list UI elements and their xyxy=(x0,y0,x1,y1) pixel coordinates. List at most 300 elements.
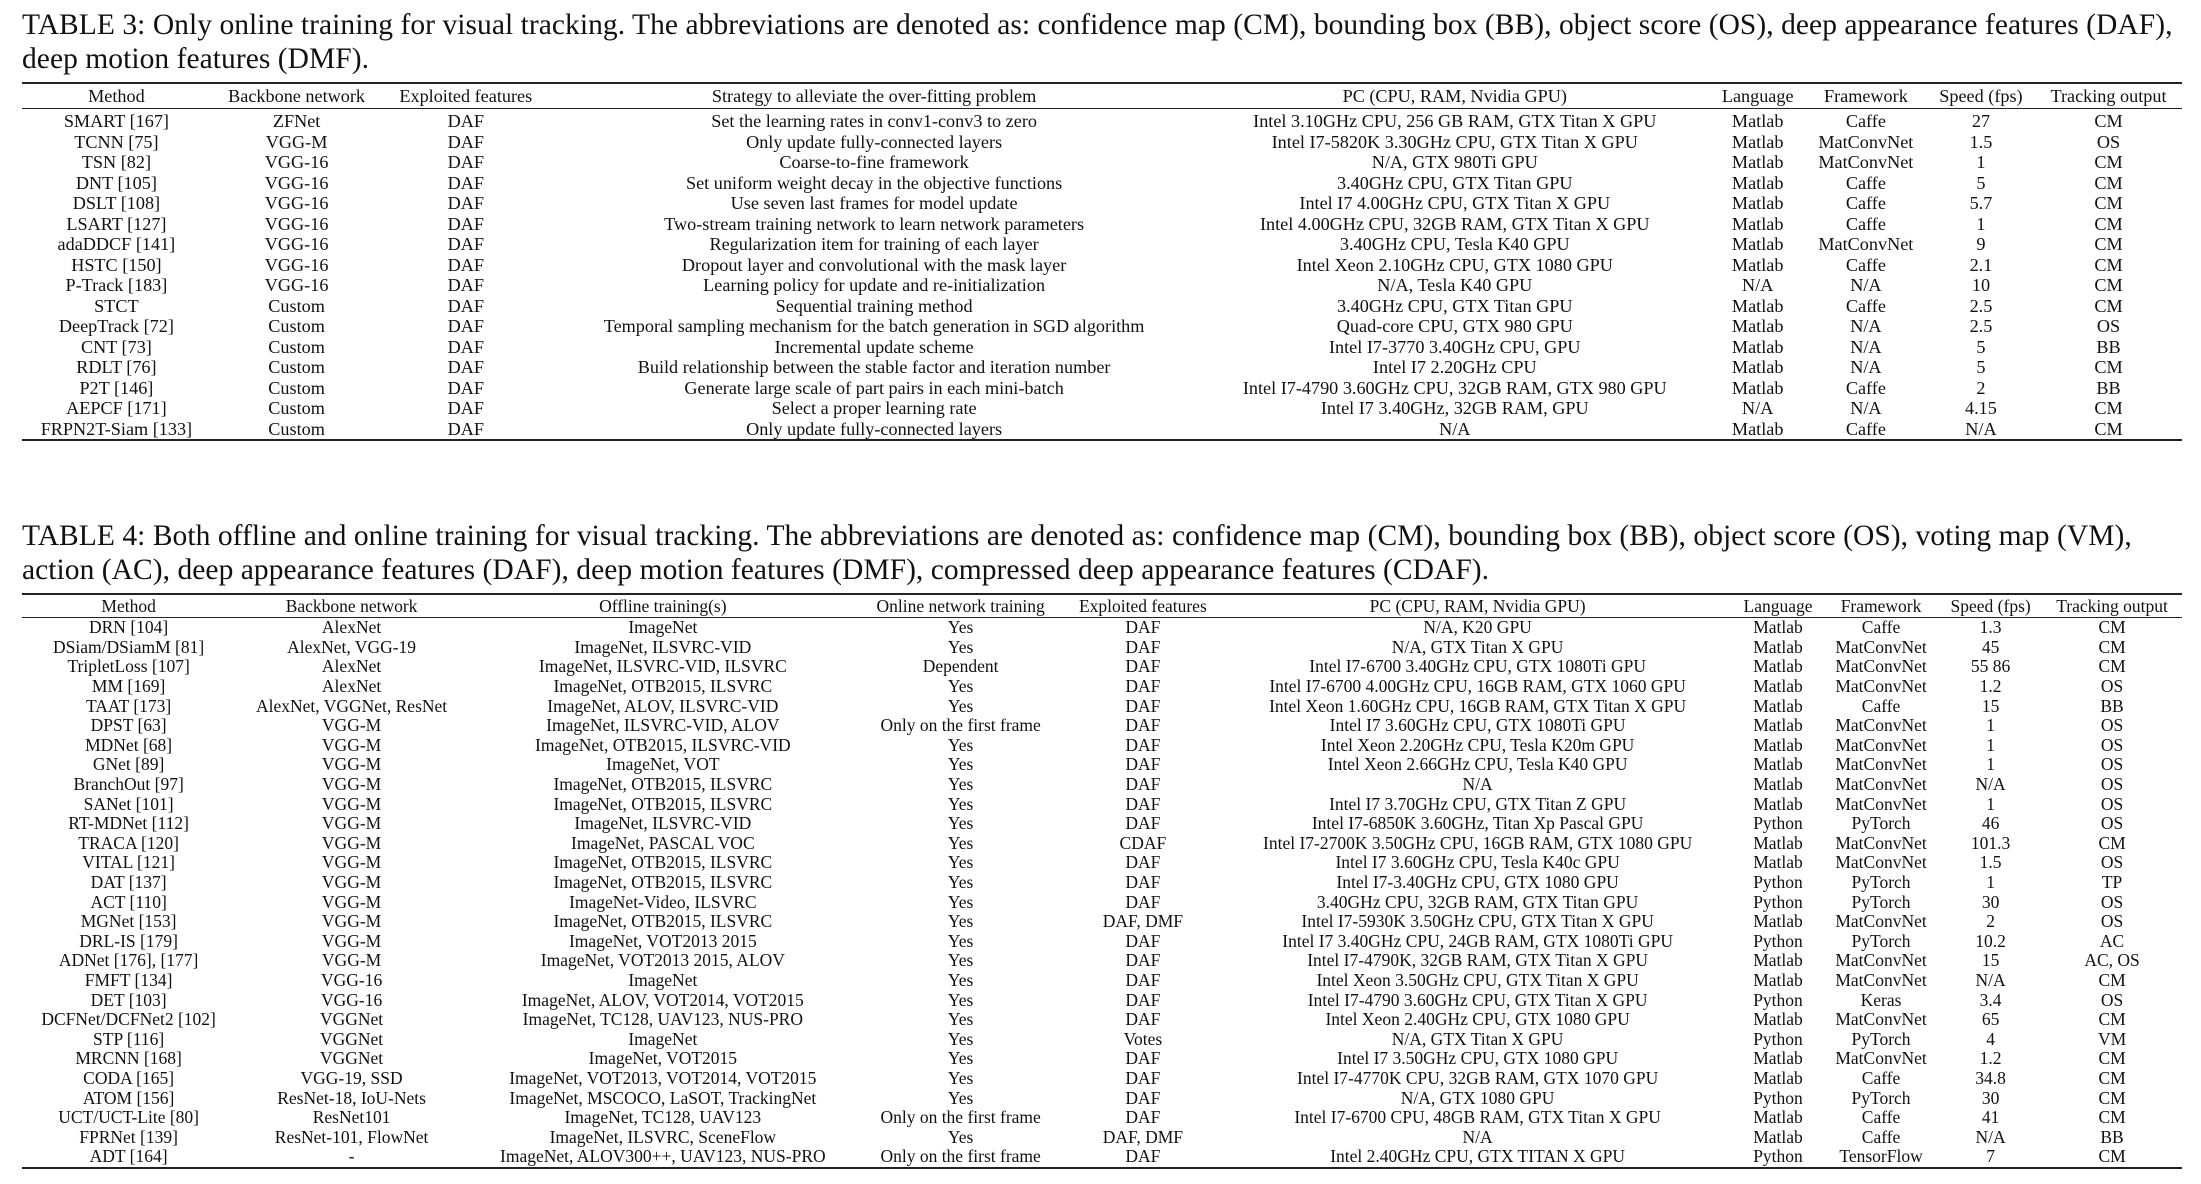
table4-column-header: Framework xyxy=(1823,594,1939,618)
table3-column-header: Framework xyxy=(1805,83,1927,109)
table3-cell: 3.40GHz CPU, GTX Titan GPU xyxy=(1337,295,1573,316)
table4-cell: ImageNet, ALOV300++, UAV123, NUS-PRO xyxy=(500,1146,826,1167)
table4-cell: CM xyxy=(2098,656,2126,677)
table4-cell: Matlab xyxy=(1753,911,1803,932)
table3-cell: Only update fully-connected layers xyxy=(746,418,1003,439)
table4-row xyxy=(22,677,2182,697)
table3-cell: VGG-16 xyxy=(264,152,329,173)
table4-cell: DAF xyxy=(1125,1146,1161,1167)
table3-row xyxy=(22,419,2182,441)
table4-cell: Intel Xeon 2.40GHz CPU, GTX 1080 GPU xyxy=(1325,1009,1630,1030)
table4-row xyxy=(22,1010,2182,1030)
table4-cell: Matlab xyxy=(1753,793,1803,814)
table4-cell: BB xyxy=(2100,695,2124,716)
table4-cell: Yes xyxy=(947,793,974,814)
table4-cell: VGG-M xyxy=(321,813,382,834)
table3-cell: Coarse-to-fine framework xyxy=(779,152,969,173)
table4-cell: Votes xyxy=(1123,1028,1163,1049)
table4-cell: 10.2 xyxy=(1975,930,2006,951)
table4-cell: DAF, DMF xyxy=(1102,1126,1184,1147)
table3-cell: 2.5 xyxy=(1969,316,1993,337)
table4-cell: ImageNet-Video, ILSVRC xyxy=(569,891,757,912)
table4-cell: VGG-16 xyxy=(320,989,383,1010)
table4-cell: CDAF xyxy=(1119,832,1167,853)
table4-cell: DSiam/DSiamM [81] xyxy=(53,636,205,657)
table4-cell: CODA [165] xyxy=(83,1067,175,1088)
table4-cell: Yes xyxy=(947,989,974,1010)
table4-cell: MatConvNet xyxy=(1835,1048,1927,1069)
table4-cell: ImageNet, TC128, UAV123 xyxy=(564,1107,762,1128)
table4-cell: Intel I7-6850K 3.60GHz, Titan Xp Pascal GPU xyxy=(1311,813,1644,834)
table3-cell: N/A xyxy=(1850,336,1882,357)
table4-cell: Only on the first frame xyxy=(880,1107,1041,1128)
table3-cell: DSLT [108] xyxy=(72,193,161,214)
table3-cell: VGG-16 xyxy=(264,213,329,234)
table4-row xyxy=(22,971,2182,991)
table4-cell: 1.2 xyxy=(1979,676,2002,697)
table4-cell: STP [116] xyxy=(93,1028,165,1049)
table3-header-row xyxy=(22,83,2182,109)
table4-cell: Python xyxy=(1753,1087,1803,1108)
table4-cell: CM xyxy=(2098,1107,2126,1128)
table3-cell: Learning policy for update and re-initialization xyxy=(703,275,1046,296)
table4-cell: AC, OS xyxy=(2084,950,2140,971)
table4-cell: VGG-M xyxy=(321,872,382,893)
table4-cell: CM xyxy=(2098,1009,2126,1030)
table4-cell: Yes xyxy=(947,852,974,873)
table4-cell: ImageNet, OTB2015, ILSVRC-VID xyxy=(535,734,791,755)
table4-cell: TP xyxy=(2101,872,2123,893)
table4-cell: UCT/UCT-Lite [80] xyxy=(58,1107,200,1128)
table4-cell: ADNet [176], [177] xyxy=(58,950,199,971)
table4-cell: Yes xyxy=(947,813,974,834)
table4-cell: MatConvNet xyxy=(1835,715,1927,736)
table4-cell: OS xyxy=(2100,891,2124,912)
table4-cell: MatConvNet xyxy=(1835,969,1927,990)
table4-cell: AlexNet xyxy=(321,656,382,677)
table4-cell: Intel I7 3.60GHz CPU, GTX 1080Ti GPU xyxy=(1329,715,1626,736)
table4-cell: RT-MDNet [112] xyxy=(68,813,189,834)
table3-column-header: Strategy to alleviate the over-fitting problem xyxy=(549,83,1199,109)
table4-cell: MatConvNet xyxy=(1835,656,1927,677)
table3-cell: Matlab xyxy=(1731,234,1784,255)
table3-cell: Intel I7 2.20GHz CPU xyxy=(1372,357,1537,378)
table4-cell: N/A xyxy=(1975,969,2006,990)
table3-cell: 2 xyxy=(1976,377,1986,398)
table4-cell: DAF xyxy=(1125,872,1161,893)
table4-cell: DAF xyxy=(1125,1048,1161,1069)
table4-cell: AlexNet, VGG-19 xyxy=(287,636,417,657)
table3-column-header: PC (CPU, RAM, Nvidia GPU) xyxy=(1199,83,1710,109)
table4-cell: 3.4 xyxy=(1979,989,2002,1010)
table4-cell: BB xyxy=(2100,1126,2124,1147)
table4-cell: Matlab xyxy=(1753,774,1803,795)
table4-cell: ResNet-101, FlowNet xyxy=(274,1126,429,1147)
table4-cell: N/A xyxy=(1462,1126,1493,1147)
table4-cell: Caffe xyxy=(1861,1107,1901,1128)
table3-cell: N/A xyxy=(1742,398,1774,419)
table3-cell: Custom xyxy=(268,336,325,357)
table3-cell: Intel I7-5820K 3.30GHz CPU, GTX Titan X GPU xyxy=(1271,131,1638,152)
table4-cell: TripletLoss [107] xyxy=(67,656,190,677)
table4-cell: DAF xyxy=(1125,930,1161,951)
table4-cell: SANet [101] xyxy=(83,793,174,814)
table4-cell: DAF xyxy=(1125,617,1161,638)
table4-row xyxy=(22,892,2182,912)
table4-cell: DAF xyxy=(1125,969,1161,990)
table4-cell: ImageNet, MSCOCO, LaSOT, TrackingNet xyxy=(509,1087,817,1108)
table3-column-header: Language xyxy=(1711,83,1805,109)
table4-cell: ResNet-18, IoU-Nets xyxy=(277,1087,426,1108)
table4-cell: Caffe xyxy=(1861,617,1901,638)
table3-cell: FRPN2T-Siam [133] xyxy=(40,418,193,439)
table4-cell: Intel I7-2700K 3.50GHz CPU, 16GB RAM, GTX 1080 GPU xyxy=(1263,832,1693,853)
table3-row xyxy=(22,357,2182,378)
table4-cell: Yes xyxy=(947,950,974,971)
table4-cell: 1 xyxy=(1986,754,1995,775)
table4-cell: ImageNet, ILSVRC-VID xyxy=(574,636,752,657)
table4-cell: Yes xyxy=(947,832,974,853)
table3-cell: DAF xyxy=(447,152,484,173)
table3-cell: DeepTrack [72] xyxy=(58,316,174,337)
table4-cell: Matlab xyxy=(1753,1126,1803,1147)
table4-row xyxy=(22,951,2182,971)
table3 xyxy=(22,82,2182,441)
table4-cell: ImageNet, ALOV, ILSVRC-VID xyxy=(547,695,779,716)
table4-column-header: Speed (fps) xyxy=(1939,594,2042,618)
table3-cell: Matlab xyxy=(1731,111,1784,132)
table3-cell: Caffe xyxy=(1845,254,1886,275)
table4-cell: TRACA [120] xyxy=(78,832,179,853)
table3-row xyxy=(22,193,2182,214)
table4-cell: VGG-16 xyxy=(320,969,383,990)
table4-cell: TensorFlow xyxy=(1839,1146,1923,1167)
table3-cell: 1.5 xyxy=(1969,131,1993,152)
table3-cell: DAF xyxy=(447,131,484,152)
table4-cell: AC xyxy=(2099,930,2125,951)
table4-row xyxy=(22,834,2182,854)
table4-cell: 3.40GHz CPU, 32GB RAM, GTX Titan GPU xyxy=(1316,891,1639,912)
table3-cell: VGG-16 xyxy=(264,275,329,296)
table4-cell: MatConvNet xyxy=(1835,636,1927,657)
table4-cell: Intel I7-4790 3.60GHz CPU, GTX Titan X GPU xyxy=(1307,989,1648,1010)
table4-cell: VGG-M xyxy=(321,832,382,853)
table3-row xyxy=(22,255,2182,276)
table4-column-header: PC (CPU, RAM, Nvidia GPU) xyxy=(1222,594,1733,618)
table4-cell: 1 xyxy=(1986,793,1995,814)
table4-cell: DAF xyxy=(1125,950,1161,971)
table3-cell: TSN [82] xyxy=(81,152,152,173)
table4-cell: VGG-19, SSD xyxy=(300,1067,403,1088)
table4-cell: Intel I7-6700 4.00GHz CPU, 16GB RAM, GTX 1060 GPU xyxy=(1269,676,1686,697)
table4-cell: ImageNet, VOT2013 2015 xyxy=(568,930,757,951)
table4-cell: CM xyxy=(2098,1146,2126,1167)
table3-cell: RDLT [76] xyxy=(76,357,157,378)
table4-cell: Matlab xyxy=(1753,832,1803,853)
table4-cell: ImageNet, PASCAL VOC xyxy=(571,832,755,853)
table3-cell: CM xyxy=(2094,152,2123,173)
table4-row xyxy=(22,814,2182,834)
table4-cell: MatConvNet xyxy=(1835,793,1927,814)
table3-cell: Matlab xyxy=(1731,295,1784,316)
table4-column-header: Offline training(s) xyxy=(468,594,858,618)
table3-cell: Matlab xyxy=(1731,193,1784,214)
table3-cell: DAF xyxy=(447,357,484,378)
table4-cell: 4 xyxy=(1986,1028,1995,1049)
table4-cell: Matlab xyxy=(1753,852,1803,873)
table3-row xyxy=(22,132,2182,153)
table3-cell: Sequential training method xyxy=(775,295,973,316)
table3-cell: DAF xyxy=(447,254,484,275)
table3-cell: Intel 3.10GHz CPU, 256 GB RAM, GTX Titan X GPU xyxy=(1253,111,1657,132)
table4-cell: Intel Xeon 3.50GHz CPU, GTX Titan X GPU xyxy=(1316,969,1639,990)
table4-cell: AlexNet xyxy=(321,617,382,638)
table3-cell: DAF xyxy=(447,377,484,398)
table4-cell: CM xyxy=(2098,1067,2126,1088)
table4-cell: Yes xyxy=(947,676,974,697)
table3-cell: Caffe xyxy=(1845,295,1886,316)
table3-cell: CM xyxy=(2094,193,2123,214)
table4-cell: CM xyxy=(2098,969,2126,990)
table4-cell: DAF xyxy=(1125,715,1161,736)
table4-cell: 2 xyxy=(1986,911,1995,932)
table4-cell: N/A, GTX 1080 GPU xyxy=(1400,1087,1555,1108)
table4-cell: Python xyxy=(1753,989,1803,1010)
table3-cell: SMART [167] xyxy=(63,111,169,132)
table4-cell: VGGNet xyxy=(319,1028,384,1049)
table4-cell: N/A xyxy=(1462,774,1493,795)
table4-cell: Yes xyxy=(947,1067,974,1088)
table4-cell: N/A, K20 GPU xyxy=(1423,617,1532,638)
table4-cell: Caffe xyxy=(1861,1067,1901,1088)
table4-cell: Python xyxy=(1753,891,1803,912)
table4-cell: AlexNet, VGGNet, ResNet xyxy=(255,695,448,716)
table3-cell: N/A xyxy=(1439,418,1471,439)
table4-cell: Caffe xyxy=(1861,1126,1901,1147)
table3-cell: Custom xyxy=(268,418,325,439)
table3-cell: 9 xyxy=(1976,234,1986,255)
table4-row xyxy=(22,1029,2182,1049)
table3-cell: DAF xyxy=(447,316,484,337)
table4-cell: GNet [89] xyxy=(92,754,165,775)
table4-row xyxy=(22,736,2182,756)
table3-cell: 10 xyxy=(1971,275,1991,296)
table3-cell: Custom xyxy=(268,377,325,398)
table4-cell: Only on the first frame xyxy=(880,1146,1041,1167)
table4-cell: Only on the first frame xyxy=(880,715,1041,736)
table3-cell: Generate large scale of part pairs in each mini-batch xyxy=(684,377,1064,398)
table3-cell: CM xyxy=(2094,357,2123,378)
table3-cell: Intel Xeon 2.10GHz CPU, GTX 1080 GPU xyxy=(1296,254,1613,275)
table4-cell: 1 xyxy=(1986,715,1995,736)
table3-cell: Matlab xyxy=(1731,213,1784,234)
table3-cell: CM xyxy=(2094,275,2123,296)
table4-cell: Intel I7-3.40GHz CPU, GTX 1080 GPU xyxy=(1336,872,1619,893)
table4-cell: 15 xyxy=(1981,950,2000,971)
table3-cell: Caffe xyxy=(1845,172,1886,193)
table4-cell: 55 86 xyxy=(1970,656,2011,677)
table4-cell: MatConvNet xyxy=(1835,832,1927,853)
table4 xyxy=(22,593,2182,1169)
table4-cell: VGGNet xyxy=(319,1048,384,1069)
table4-column-header: Exploited features xyxy=(1064,594,1223,618)
table3-cell: Custom xyxy=(268,295,325,316)
table4-row xyxy=(22,638,2182,658)
table4-cell: 101.3 xyxy=(1970,832,2011,853)
table4-cell: 30 xyxy=(1981,891,2000,912)
table4-cell: ImageNet, VOT2015 xyxy=(588,1048,738,1069)
table3-row xyxy=(22,398,2182,419)
table4-cell: OS xyxy=(2100,754,2124,775)
table4-cell: ImageNet, ALOV, VOT2014, VOT2015 xyxy=(521,989,804,1010)
table4-cell: Dependent xyxy=(922,656,999,677)
table3-cell: N/A, GTX 980Ti GPU xyxy=(1371,152,1538,173)
table4-cell: MatConvNet xyxy=(1835,754,1927,775)
table4-row xyxy=(22,990,2182,1010)
table4-cell: MatConvNet xyxy=(1835,774,1927,795)
table3-cell: CM xyxy=(2094,172,2123,193)
table3-body xyxy=(22,109,2182,441)
table3-cell: Quad-core CPU, GTX 980 GPU xyxy=(1336,316,1573,337)
table4-cell: OS xyxy=(2100,813,2124,834)
table4-cell: Matlab xyxy=(1753,695,1803,716)
table4-cell: Matlab xyxy=(1753,1067,1803,1088)
table3-cell: Matlab xyxy=(1731,152,1784,173)
table3-cell: Build relationship between the stable factor and iteration number xyxy=(637,357,1111,378)
table4-row xyxy=(22,696,2182,716)
table4-cell: DAF xyxy=(1125,695,1161,716)
table4-cell: PyTorch xyxy=(1851,1028,1911,1049)
table3-cell: Custom xyxy=(268,316,325,337)
table4-cell: Yes xyxy=(947,754,974,775)
table4-cell: 46 xyxy=(1981,813,2000,834)
table4-cell: CM xyxy=(2098,1087,2126,1108)
table4-cell: DAF xyxy=(1125,793,1161,814)
table4-cell: Yes xyxy=(947,617,974,638)
table4-cell: Python xyxy=(1753,1146,1803,1167)
table3-header xyxy=(22,83,2182,109)
table-gap xyxy=(22,441,2182,519)
table4-cell: CM xyxy=(2098,617,2126,638)
table4-cell: VGG-M xyxy=(321,734,382,755)
table4-cell: Intel Xeon 2.66GHz CPU, Tesla K40 GPU xyxy=(1327,754,1628,775)
table4-row xyxy=(22,618,2182,638)
table4-cell: DAF xyxy=(1125,891,1161,912)
table4-cell: Yes xyxy=(947,734,974,755)
table4-cell: Python xyxy=(1753,1028,1803,1049)
table4-cell: OS xyxy=(2100,676,2124,697)
table4-cell: VGG-M xyxy=(321,852,382,873)
table4-cell: Matlab xyxy=(1753,636,1803,657)
table4-cell: MatConvNet xyxy=(1835,852,1927,873)
table4-cell: VM xyxy=(2097,1028,2127,1049)
table3-cell: 2.1 xyxy=(1969,254,1993,275)
table4-cell: DPST [63] xyxy=(90,715,167,736)
table3-cell: Intel I7 3.40GHz, 32GB RAM, GPU xyxy=(1320,398,1589,419)
table4-cell: Intel I7-5930K 3.50GHz CPU, GTX Titan X GPU xyxy=(1301,911,1654,932)
table4-cell: DAF xyxy=(1125,1067,1161,1088)
table4-header-row xyxy=(22,594,2182,618)
table3-cell: BB xyxy=(2096,377,2121,398)
table4-cell: ImageNet, OTB2015, ILSVRC xyxy=(553,852,773,873)
table4-cell: N/A xyxy=(1975,774,2006,795)
table4-cell: PyTorch xyxy=(1851,872,1911,893)
table4-cell: PyTorch xyxy=(1851,1087,1911,1108)
table3-row xyxy=(22,337,2182,358)
table4-body xyxy=(22,618,2182,1168)
table4-cell: OS xyxy=(2100,774,2124,795)
table4-cell: Python xyxy=(1753,813,1803,834)
table3-cell: VGG-16 xyxy=(264,234,329,255)
table3-column-header: Tracking output xyxy=(2035,83,2182,109)
table4-cell: 1.3 xyxy=(1979,617,2002,638)
table4-cell: VGG-M xyxy=(321,754,382,775)
table3-cell: Intel 4.00GHz CPU, 32GB RAM, GTX Titan X GPU xyxy=(1259,213,1650,234)
table4-cell: ImageNet, VOT xyxy=(606,754,720,775)
table3-cell: 2.5 xyxy=(1969,295,1993,316)
table4-cell: Matlab xyxy=(1753,715,1803,736)
table4-column-header: Method xyxy=(22,594,235,618)
table3-cell: N/A xyxy=(1965,418,1997,439)
table4-cell: MatConvNet xyxy=(1835,676,1927,697)
table3-cell: DAF xyxy=(447,213,484,234)
table4-cell: ADT [164] xyxy=(89,1146,168,1167)
table3-cell: Matlab xyxy=(1731,418,1784,439)
table3-cell: P2T [146] xyxy=(79,377,154,398)
table4-cell: Yes xyxy=(947,891,974,912)
table3-cell: Matlab xyxy=(1731,377,1784,398)
table4-cell: MM [169] xyxy=(91,676,166,697)
table3-cell: Matlab xyxy=(1731,254,1784,275)
table4-cell: Matlab xyxy=(1753,734,1803,755)
table4-cell: ImageNet, OTB2015, ILSVRC xyxy=(553,676,773,697)
table4-cell: FPRNet [139] xyxy=(79,1126,178,1147)
table4-row xyxy=(22,794,2182,814)
table3-cell: Regularization item for training of each layer xyxy=(709,234,1039,255)
table4-cell: DCFNet/DCFNet2 [102] xyxy=(41,1009,216,1030)
table4-row xyxy=(22,775,2182,795)
table4-row xyxy=(22,1088,2182,1108)
table4-cell: Intel I7-6700 3.40GHz CPU, GTX 1080Ti GPU xyxy=(1309,656,1646,677)
table4-caption: TABLE 4: Both offline and online training for visual tracking. The abbreviations are denoted as: confidence map (CM), bounding box (BB), object score (OS), voting map (VM), action (AC), deep appearance features (DAF), deep motion features (DMF), compressed deep appearance features (CDAF). xyxy=(22,520,2132,586)
table4-cell: 30 xyxy=(1981,1087,2000,1108)
table3-cell: Intel I7-3770 3.40GHz CPU, GPU xyxy=(1328,336,1581,357)
table4-cell: Matlab xyxy=(1753,617,1803,638)
table4-cell: PyTorch xyxy=(1851,891,1911,912)
table4-cell: 15 xyxy=(1981,695,2000,716)
table4-cell: ImageNet, TC128, UAV123, NUS-PRO xyxy=(522,1009,803,1030)
table4-row xyxy=(22,716,2182,736)
table4-cell: MDNet [68] xyxy=(85,734,173,755)
table4-cell: MatConvNet xyxy=(1835,734,1927,755)
table3-column-header: Method xyxy=(22,83,211,109)
table3-cell: Matlab xyxy=(1731,357,1784,378)
table4-cell: OS xyxy=(2100,715,2124,736)
table3-cell: OS xyxy=(2096,131,2121,152)
table4-cell: ImageNet, VOT2013 2015, ALOV xyxy=(540,950,785,971)
table3-cell: CM xyxy=(2094,295,2123,316)
table4-cell: CM xyxy=(2098,636,2126,657)
table4-cell: ImageNet, VOT2013, VOT2014, VOT2015 xyxy=(509,1067,817,1088)
table4-cell: Intel I7 3.70GHz CPU, GTX Titan Z GPU xyxy=(1329,793,1627,814)
table3-cell: Select a proper learning rate xyxy=(771,398,977,419)
table3-row xyxy=(22,234,2182,255)
table4-cell: Intel 2.40GHz CPU, GTX TITAN X GPU xyxy=(1330,1146,1626,1167)
table4-cell: VGG-M xyxy=(321,793,382,814)
table3-row xyxy=(22,378,2182,399)
table4-cell: ACT [110] xyxy=(90,891,167,912)
table4-cell: 65 xyxy=(1981,1009,2000,1030)
